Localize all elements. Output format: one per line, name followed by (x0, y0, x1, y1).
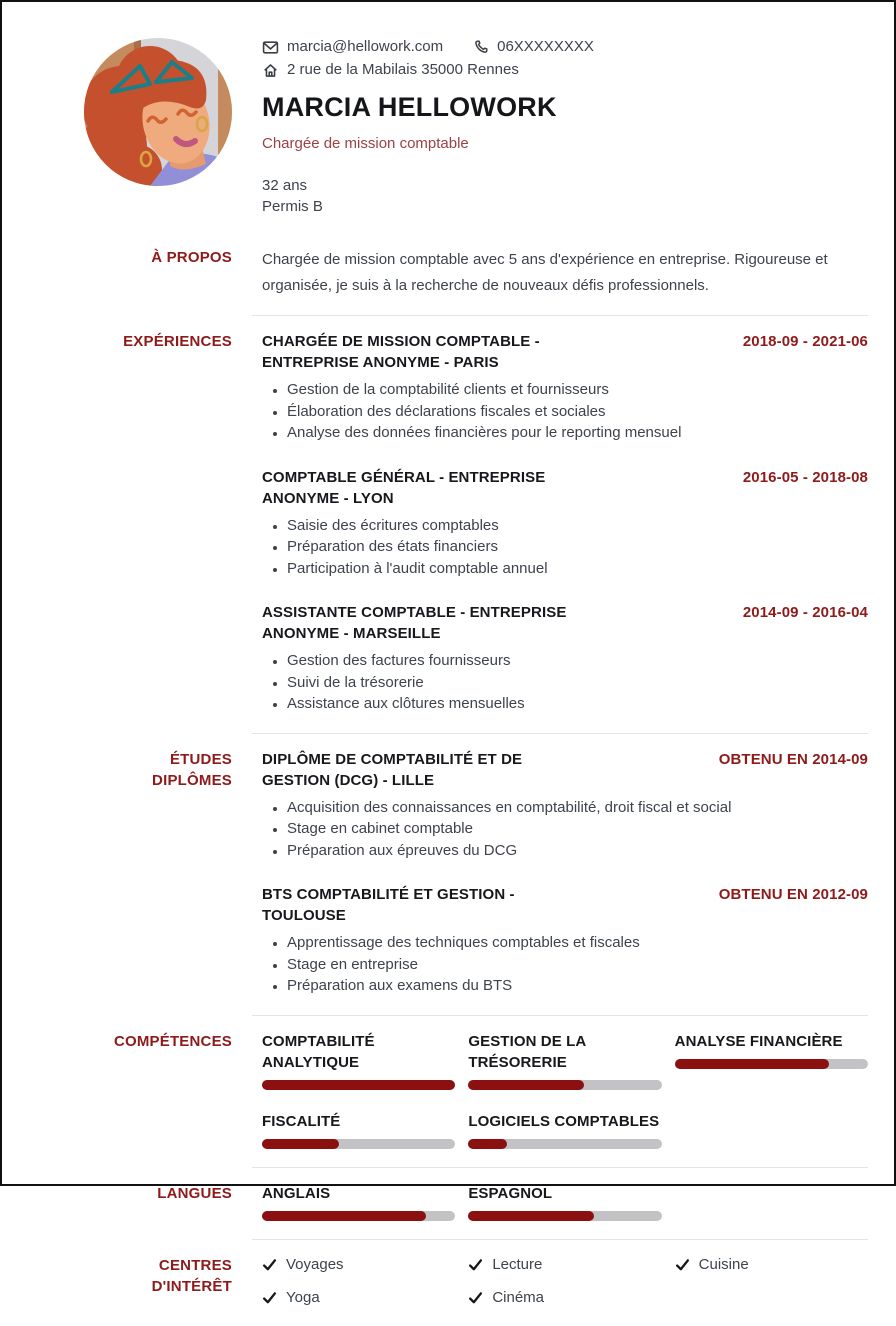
interest-label: Yoga (286, 1288, 320, 1306)
interest-item (468, 1288, 661, 1308)
experience-bullet: • Assistance aux clôtures mensuelles (287, 693, 868, 715)
section-interests-label-line2: D'INTÉRÊT (151, 1277, 232, 1295)
skill-bar-fill (262, 1139, 339, 1149)
experience-head (262, 602, 868, 644)
contact-phone (473, 38, 594, 56)
skill-bar-fill (262, 1080, 455, 1090)
education-bullet: • Acquisition des connaissances en comptabilité, droit fiscal et social (287, 797, 868, 819)
education-bullet: • Stage en entreprise (287, 954, 868, 976)
avatar-illustration (84, 38, 232, 186)
skill-bar (262, 1080, 455, 1090)
experience-item (262, 331, 868, 444)
language-item (262, 1183, 455, 1221)
interest-label: Voyages (286, 1255, 344, 1273)
education-item (262, 749, 868, 862)
skill-bar (675, 1059, 868, 1069)
checkmark-icon (262, 1257, 277, 1272)
skill-item (262, 1111, 455, 1149)
skill-bar (468, 1080, 661, 1090)
contact-phone-text: 06XXXXXXXX (497, 38, 594, 55)
experience-bullets (262, 379, 868, 444)
education-bullet: • Stage en cabinet comptable (287, 818, 868, 840)
experience-date: 2016-05 - 2018-08 (742, 468, 868, 486)
avatar (84, 38, 232, 186)
experience-head (262, 331, 868, 373)
experience-bullet: • Analyse des données financières pour le reporting mensuel (287, 422, 868, 444)
about-text: Chargée de mission comptable avec 5 ans d'expérience en entreprise. Rigoureuse et organisée, je suis à la recherche de nouveaux défis professionnels. (262, 251, 828, 294)
experience-bullets (262, 650, 868, 715)
person-name: MARCIA HELLOWORK (262, 92, 557, 122)
person-driving-license: Permis B (262, 198, 323, 215)
education-bullet: • Préparation aux épreuves du DCG (287, 840, 868, 862)
skill-bar (262, 1139, 455, 1149)
language-bar (468, 1211, 661, 1221)
education-item (262, 884, 868, 997)
education-head (262, 884, 868, 926)
experience-bullets (262, 515, 868, 580)
contact-row-1 (262, 38, 868, 56)
section-about-label: À PROPOS (151, 249, 232, 266)
interests-grid (262, 1255, 868, 1308)
section-about (26, 217, 868, 315)
language-name: ESPAGNOL (468, 1184, 553, 1202)
language-bar-fill (262, 1211, 426, 1221)
skill-bar (468, 1139, 661, 1149)
interest-item (262, 1255, 455, 1275)
section-education (26, 734, 868, 1015)
interest-label: Cuisine (698, 1255, 749, 1273)
experience-date: 2018-09 - 2021-06 (742, 333, 868, 350)
skill-item (675, 1031, 868, 1069)
experience-bullet: • Préparation des états financiers (287, 536, 868, 558)
education-title: BTS COMPTABILITÉ ET GESTION - TOULOUSE (262, 886, 515, 924)
contact-row-2 (262, 61, 868, 79)
header-identity (262, 38, 868, 217)
experience-date: 2014-09 - 2016-04 (742, 604, 868, 621)
skill-name: FISCALITÉ (262, 1112, 341, 1130)
language-bar (262, 1211, 455, 1221)
education-head (262, 749, 868, 791)
experience-bullet: • Suivi de la trésorerie (287, 672, 868, 694)
contact-address (262, 61, 519, 79)
skill-bar-fill (468, 1080, 584, 1090)
checkmark-icon (675, 1257, 690, 1272)
languages-grid (262, 1183, 868, 1221)
skill-name: LOGICIELS COMPTABLES (468, 1112, 660, 1130)
envelope-icon (262, 39, 279, 56)
skill-bar-fill (468, 1139, 507, 1149)
home-icon (262, 62, 279, 79)
person-job-title: Chargée de mission comptable (262, 135, 469, 152)
interest-label: Lecture (492, 1255, 543, 1273)
skill-name: ANALYSE FINANCIÈRE (674, 1032, 843, 1050)
skill-name: COMPTABILITÉ ANALYTIQUE (262, 1032, 375, 1071)
experience-head (262, 467, 868, 509)
cv-header (26, 2, 868, 217)
phone-icon (473, 39, 489, 55)
contact-email (262, 38, 443, 56)
section-skills-label: COMPÉTENCES (113, 1032, 232, 1050)
section-languages (26, 1168, 868, 1239)
experience-title: CHARGÉE DE MISSION COMPTABLE - ENTREPRISE ANONYME - PARIS (262, 333, 540, 371)
skills-grid (262, 1031, 868, 1149)
education-date: OBTENU EN 2014-09 (718, 750, 868, 768)
education-bullet: • Préparation aux examens du BTS (287, 975, 868, 997)
interest-label: Cinéma (492, 1288, 545, 1306)
skill-item (262, 1031, 455, 1090)
interest-item (675, 1255, 868, 1275)
section-interests (26, 1240, 868, 1326)
section-skills (26, 1016, 868, 1167)
skill-name: GESTION DE LA TRÉSORERIE (468, 1032, 586, 1071)
experience-bullet: • Gestion des factures fournisseurs (287, 650, 868, 672)
skill-item (468, 1031, 661, 1090)
contact-email-text: marcia@hellowork.com (287, 38, 444, 55)
section-languages-label: LANGUES (157, 1184, 232, 1202)
section-experiences-label: EXPÉRIENCES (123, 333, 232, 350)
section-interests-label (26, 1255, 262, 1308)
section-education-label-line1: ÉTUDES (169, 750, 232, 768)
checkmark-icon (468, 1257, 483, 1272)
checkmark-icon (468, 1290, 483, 1305)
person-meta (262, 175, 868, 217)
section-education-label (26, 749, 262, 997)
experience-title: ASSISTANTE COMPTABLE - ENTREPRISE ANONYME - MARSEILLE (262, 604, 567, 642)
skill-bar-fill (675, 1059, 830, 1069)
experience-bullet: • Saisie des écritures comptables (287, 515, 868, 537)
experience-item (262, 467, 868, 580)
interest-item (262, 1288, 455, 1308)
experience-bullet: • Gestion de la comptabilité clients et fournisseurs (287, 379, 868, 401)
skill-item (468, 1111, 661, 1149)
education-bullet: • Apprentissage des techniques comptables et fiscales (287, 932, 868, 954)
experience-title: COMPTABLE GÉNÉRAL - ENTREPRISE ANONYME - LYON (262, 468, 546, 507)
education-list (262, 749, 868, 997)
interest-item (468, 1255, 661, 1275)
experiences-list (262, 331, 868, 715)
experience-bullet: • Participation à l'audit comptable annuel (287, 558, 868, 580)
education-bullets (262, 797, 868, 862)
education-date: OBTENU EN 2012-09 (718, 886, 868, 903)
language-bar-fill (468, 1211, 594, 1221)
education-title: DIPLÔME DE COMPTABILITÉ ET DE GESTION (DCG) - LILLE (262, 750, 523, 789)
person-age: 32 ans (262, 177, 308, 194)
experience-item (262, 602, 868, 715)
experience-bullet: • Élaboration des déclarations fiscales et sociales (287, 401, 868, 423)
language-item (468, 1183, 661, 1221)
language-name: ANGLAIS (262, 1184, 331, 1202)
education-bullets (262, 932, 868, 997)
section-experiences (26, 316, 868, 733)
contact-address-text: 2 rue de la Mabilais 35000 Rennes (287, 61, 519, 78)
section-interests-label-line1: CENTRES (158, 1256, 232, 1274)
section-education-label-line2: DIPLÔMES (152, 771, 232, 789)
checkmark-icon (262, 1290, 277, 1305)
